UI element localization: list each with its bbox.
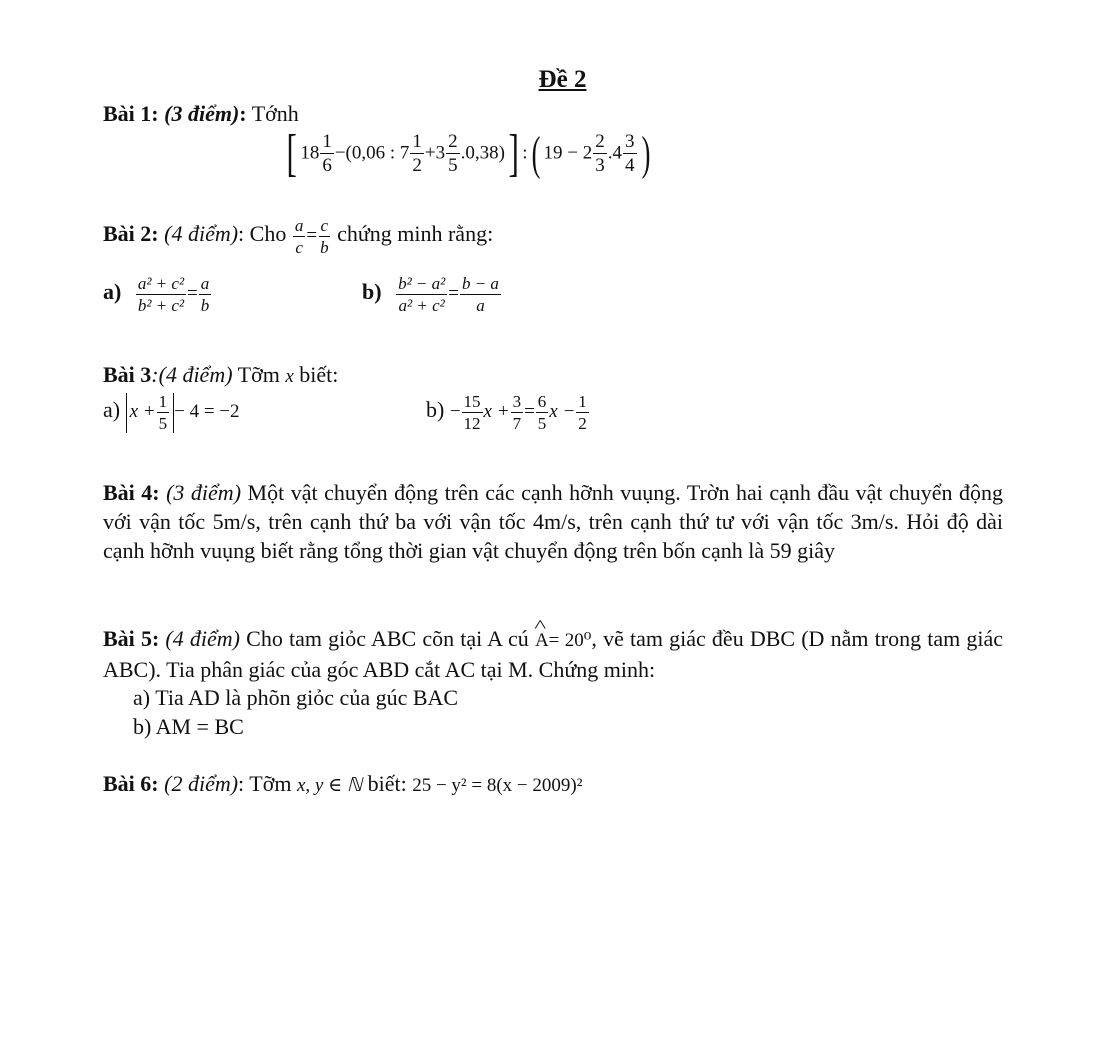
frac-den: 7 [512,413,522,433]
minus-sign: − [449,401,461,423]
fraction [511,393,524,433]
part-b-expression [449,392,590,433]
problem-3-part-b [426,393,590,433]
close-paren: ) [641,127,650,180]
frac-den: 2 [412,155,422,176]
problem-3-label: Bài 3 [103,362,152,387]
frac-den: a [476,295,485,315]
problem-6 [103,771,582,797]
frac-den: b [320,237,329,257]
expr-term: 18 [300,142,320,164]
problem-1-points: (3 điểm) [164,101,240,126]
fraction [157,393,170,433]
equals: = [524,401,535,423]
frac-den: a² + c² [398,295,445,315]
fraction [576,393,589,433]
expr-term: .4 [607,142,623,164]
problem-3-heading [103,362,338,388]
frac-num: a² + c² [137,274,185,293]
fraction [623,132,637,176]
fraction [318,217,331,257]
absolute-value [126,393,175,433]
expr-term: 19 − 2 [543,142,593,164]
problem-2-tail: chứng minh rằng: [337,221,494,247]
frac-num: b − a [461,274,499,293]
frac-den: b [200,295,210,315]
problem-6-points: (2 điểm) [164,771,239,796]
frac-num: 1 [322,131,332,153]
frac-den: 5 [158,413,168,433]
problem-1-heading [103,101,299,127]
problem-6-equation: 25 − y² = 8(x − 2009)² [412,775,583,796]
angle-expression [535,630,591,651]
fraction [199,275,212,315]
frac-den: c [295,237,303,257]
problem-4 [103,478,1003,565]
fraction [320,132,334,176]
frac-num: 2 [595,131,605,153]
frac-num: 15 [463,392,481,411]
frac-num: 1 [158,392,168,411]
fraction [410,132,424,176]
problem-1-task: Tớnh [251,101,299,126]
problem-5 [103,624,1003,684]
part-label: a) [103,397,121,423]
problem-2-label: Bài 2: [103,221,159,247]
problem-2-part-a [103,275,212,315]
problem-2-heading [103,217,493,257]
fraction [446,132,460,176]
frac-num: c [320,216,329,235]
problem-6-task: : Tỡm [238,771,292,796]
problem-2-part-b [362,275,502,315]
fraction [462,393,483,433]
problem-1-expression [283,125,654,182]
problem-2-given [292,216,332,257]
fraction [460,275,501,315]
frac-den: 12 [463,413,481,433]
page-title: Đề 2 [538,66,587,93]
part-a-expression [126,392,240,433]
frac-den: b² + c² [137,295,185,315]
frac-num: 3 [512,392,522,411]
part-b-expression [395,274,502,315]
frac-den: 5 [448,155,458,176]
expr-term: +3 [424,142,446,164]
frac-num: 1 [578,392,587,411]
fraction [536,393,549,433]
problem-1-colon: : [239,101,247,126]
problem-1-label: Bài 1: [103,101,159,126]
frac-den: 3 [595,155,605,176]
part-label: b) [362,279,382,305]
open-paren: ( [531,127,540,180]
frac-den: 6 [322,155,332,176]
frac-den: 5 [537,413,547,433]
equals: = [448,283,459,305]
frac-num: 3 [625,131,635,153]
equals: = [306,225,318,247]
problem-6-label: Bài 6: [103,771,159,796]
fraction [396,275,447,315]
problem-4-label: Bài 4: [103,480,160,505]
frac-den: 2 [578,413,587,433]
problem-4-text: Một vật chuyển động trên các cạnh hỡnh vuụng. Trờn hai cạnh đầu vật chuyển động với vận tốc 5m/s, trên cạnh thứ ba với vận tốc 4m/s, trên cạnh thứ tư với vận tốc 3m/s. Hỏi độ dài cạnh hỡnh vuụng biết rằng tổng thời gian vật chuyển động trên bốn cạnh là 59 giây [103,480,1004,563]
expr-term: x − [549,401,576,423]
equals: = [187,283,198,305]
angle-value: = 20⁰ [548,630,592,651]
frac-num: b² − a² [398,274,446,293]
problem-5-part-a: a) Tia AD là phõn giỏc của gúc BAC [133,685,459,710]
fraction [293,217,306,257]
problem-5-points: (4 điểm) [165,626,240,651]
expr-term: x + [129,401,156,423]
frac-num: 6 [537,392,547,411]
part-label: b) [426,397,445,423]
problem-5-text: Cho tam giỏc ABC cõn tại A cú [246,626,529,651]
frac-num: a [294,216,304,235]
frac-num: a [200,274,210,293]
problem-2-intro: : Cho [238,221,287,247]
expr-term: .0,38) [460,142,505,164]
frac-num: 2 [448,131,458,153]
frac-den: 4 [625,155,635,176]
close-bracket: ] [508,125,519,182]
problem-6-vars: x, y ∈ ℕ [296,775,363,796]
variable-x: x [285,366,294,387]
problem-5-label: Bài 5: [103,626,160,651]
frac-num: 1 [412,131,422,153]
problem-3-points: :(4 điểm) [151,362,233,387]
problem-5-part-b: b) AM = BC [133,714,244,739]
expr-term: −(0,06 : 7 [334,142,410,164]
part-label: a) [103,279,122,305]
fraction [593,132,607,176]
expr-term: x + [483,401,510,423]
expr-colon: : [522,142,528,164]
problem-4-points: (3 điểm) [166,480,242,505]
problem-5-text-cont: , vẽ tam giác đều DBC (D nằm trong tam giác ABC). Tia phân giác của góc ABD cắt AC tại M. Chứng minh: [103,626,1004,682]
problem-3-task-tail: biết: [299,362,339,387]
problem-3-part-a [103,393,240,433]
open-bracket: [ [286,125,297,182]
part-a-expression [135,274,212,315]
expr-term: − 4 = −2 [174,401,240,423]
angle-symbol: ^ A [535,626,549,655]
problem-6-task-tail: biết: [367,771,407,796]
problem-2-points: (4 điểm) [164,221,239,247]
fraction [136,275,186,315]
problem-3-task: Tỡm [237,362,280,387]
